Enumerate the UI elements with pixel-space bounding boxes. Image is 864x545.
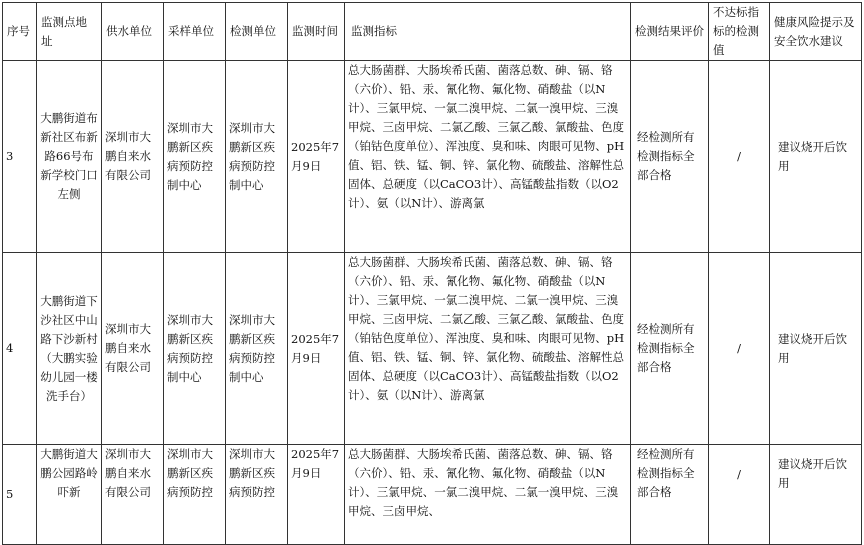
header-supplier: 供水单位: [102, 3, 164, 61]
header-indicators: 监测指标: [345, 3, 631, 61]
cell-indicators: 总大肠菌群、大肠埃希氏菌、菌落总数、砷、镉、铬（六价）、铅、汞、氰化物、氟化物、硝酸盐（以N计）、三氯甲烷、一氯二溴甲烷、二氯一溴甲烷、三溴甲烷、三卤甲烷、二氯乙酸、三氯乙酸、氯酸盐、色度（铂钴色度单位）、浑浊度、臭和味、肉眼可见物、pH值、铝、铁、锰、铜、锌、氯化物、硫酸盐、溶解性总固体、总硬度（以CaCO3计）、高锰酸盐指数（以O2计）、氨（以N计）、游离氯: [345, 61, 631, 253]
cell-date: 2025年7月9日: [288, 61, 345, 253]
header-evaluation: 检测结果评价: [631, 3, 709, 61]
cell-indicators: 总大肠菌群、大肠埃希氏菌、菌落总数、砷、镉、铬（六价）、铅、汞、氰化物、氟化物、硝酸盐（以N计）、三氯甲烷、一氯二溴甲烷、二氯一溴甲烷、三溴甲烷、三卤甲烷、: [345, 445, 631, 545]
header-sampler: 采样单位: [164, 3, 226, 61]
cell-tester: 深圳市大鹏新区疾病预防控: [226, 445, 288, 545]
table-row: [3, 253, 862, 445]
cell-supplier: 深圳市大鹏自来水有限公司: [102, 445, 164, 545]
cell-failed-value: /: [709, 445, 770, 545]
header-tester: 检测单位: [226, 3, 288, 61]
table-row: [3, 445, 862, 545]
cell-evaluation: 经检测所有检测指标全部合格: [631, 253, 709, 445]
header-date: 监测时间: [288, 3, 345, 61]
cell-evaluation: 经检测所有检测指标全部合格: [631, 445, 709, 545]
cell-sampler: 深圳市大鹏新区疾病预防控制中心: [164, 253, 226, 445]
cell-tester: 深圳市大鹏新区疾病预防控制中心: [226, 61, 288, 253]
cell-advice: 建议烧开后饮用: [770, 253, 862, 445]
cell-tester: 深圳市大鹏新区疾病预防控制中心: [226, 253, 288, 445]
cell-address: 大鹏街道下沙社区中山路下沙新村（大鹏实验幼儿园一楼洗手台）: [37, 253, 102, 445]
water-quality-table: [2, 2, 862, 545]
cell-date: 2025年7月9日: [288, 253, 345, 445]
cell-seq: 3: [3, 61, 37, 253]
header-advice: 健康风险提示及安全饮水建议: [770, 3, 862, 61]
header-address: 监测点地址: [37, 3, 102, 61]
header-row: [3, 3, 862, 61]
table-row: [3, 61, 862, 253]
cell-advice: 建议烧开后饮用: [770, 61, 862, 253]
cell-address: 大鹏街道大鹏公园路岭吓新: [37, 445, 102, 545]
header-seq: 序号: [3, 3, 37, 61]
cell-indicators: 总大肠菌群、大肠埃希氏菌、菌落总数、砷、镉、铬（六价）、铅、汞、氰化物、氟化物、硝酸盐（以N计）、三氯甲烷、一氯二溴甲烷、二氯一溴甲烷、三溴甲烷、三卤甲烷、二氯乙酸、三氯乙酸、氯酸盐、色度（铂钴色度单位）、浑浊度、臭和味、肉眼可见物、pH值、铝、铁、锰、铜、锌、氯化物、硫酸盐、溶解性总固体、总硬度（以CaCO3计）、高锰酸盐指数（以O2计）、氨（以N计）、游离氯: [345, 253, 631, 445]
cell-supplier: 深圳市大鹏自来水有限公司: [102, 61, 164, 253]
cell-sampler: 深圳市大鹏新区疾病预防控制中心: [164, 61, 226, 253]
cell-failed-value: /: [709, 61, 770, 253]
cell-seq: 5: [3, 445, 37, 545]
cell-advice: 建议烧开后饮用: [770, 445, 862, 545]
cell-date: 2025年7月9日: [288, 445, 345, 545]
cell-evaluation: 经检测所有检测指标全部合格: [631, 61, 709, 253]
cell-supplier: 深圳市大鹏自来水有限公司: [102, 253, 164, 445]
cell-seq: 4: [3, 253, 37, 445]
cell-sampler: 深圳市大鹏新区疾病预防控: [164, 445, 226, 545]
cell-address: 大鹏街道布新社区布新路66号布新学校门口左侧: [37, 61, 102, 253]
cell-failed-value: /: [709, 253, 770, 445]
header-failed-value: 不达标指标的检测值: [709, 3, 770, 61]
